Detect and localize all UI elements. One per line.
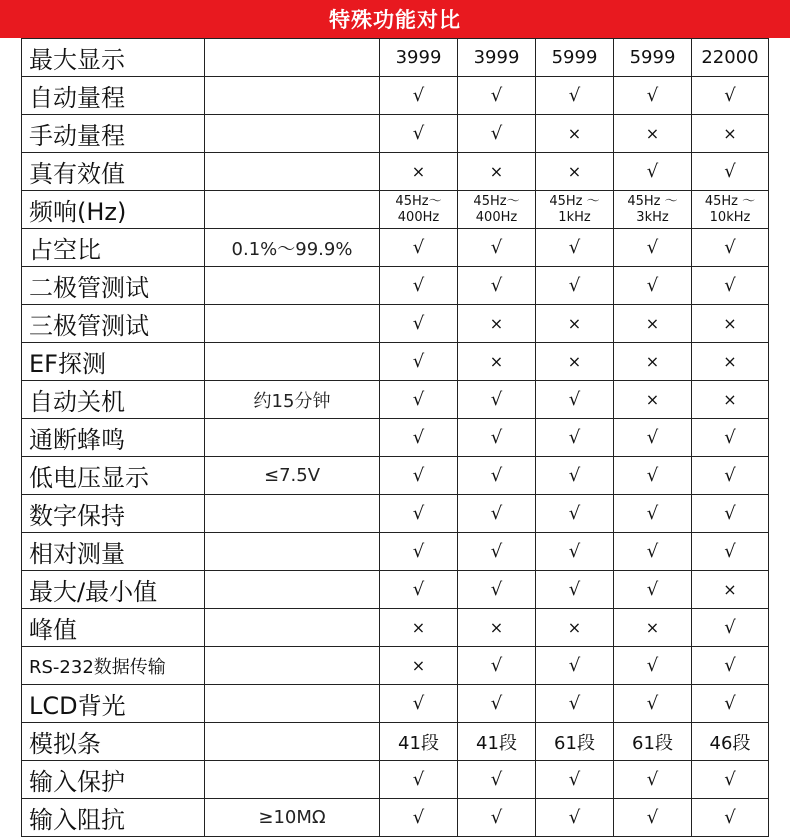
frequency-value-line: 45Hz～ (395, 193, 442, 209)
check-mark: √ (614, 153, 692, 191)
feature-label: 占空比 (22, 229, 205, 267)
cross-mark: × (536, 153, 614, 191)
feature-label: 相对测量 (22, 533, 205, 571)
feature-note: 约15分钟 (205, 381, 380, 419)
feature-note (205, 77, 380, 115)
feature-note (205, 39, 380, 77)
check-mark: √ (458, 495, 536, 533)
table-row (22, 533, 769, 571)
check-mark: √ (458, 77, 536, 115)
feature-label: 频响(Hz) (22, 191, 205, 229)
feature-label: 三极管测试 (22, 305, 205, 343)
check-mark: √ (380, 495, 458, 533)
check-mark: √ (380, 457, 458, 495)
feature-note (205, 685, 380, 723)
check-mark: √ (458, 571, 536, 609)
check-mark: √ (536, 77, 614, 115)
feature-note (205, 609, 380, 647)
table-row (22, 761, 769, 799)
feature-note (205, 343, 380, 381)
feature-note: ≤7.5V (205, 457, 380, 495)
feature-note (205, 267, 380, 305)
table-row (22, 495, 769, 533)
check-mark: √ (380, 799, 458, 837)
feature-note (205, 571, 380, 609)
check-mark: √ (536, 533, 614, 571)
check-mark: √ (614, 419, 692, 457)
check-mark: √ (458, 647, 536, 685)
check-mark: √ (536, 381, 614, 419)
feature-note (205, 647, 380, 685)
feature-label: 通断蜂鸣 (22, 419, 205, 457)
feature-note (205, 761, 380, 799)
check-mark: √ (692, 685, 769, 723)
cross-mark: × (692, 115, 769, 153)
check-mark: √ (614, 267, 692, 305)
cross-mark: × (614, 343, 692, 381)
check-mark: √ (536, 229, 614, 267)
check-mark: √ (536, 647, 614, 685)
check-mark: √ (614, 457, 692, 495)
frequency-value-line: 45Hz ～ (704, 193, 756, 209)
table-row (22, 799, 769, 837)
table-row (22, 229, 769, 267)
feature-note (205, 495, 380, 533)
feature-label: RS-232数据传输 (22, 647, 205, 685)
check-mark: √ (380, 229, 458, 267)
table-row (22, 77, 769, 115)
feature-note (205, 533, 380, 571)
value-cell: 5999 (614, 39, 692, 77)
value-cell: 46段 (692, 723, 769, 761)
table-row (22, 723, 769, 761)
cross-mark: × (692, 381, 769, 419)
table-row (22, 153, 769, 191)
feature-label: LCD背光 (22, 685, 205, 723)
check-mark: √ (692, 229, 769, 267)
check-mark: √ (380, 571, 458, 609)
table-row (22, 381, 769, 419)
check-mark: √ (692, 761, 769, 799)
feature-note (205, 153, 380, 191)
check-mark: √ (692, 609, 769, 647)
cross-mark: × (536, 343, 614, 381)
frequency-value-cell (692, 191, 769, 229)
cross-mark: × (692, 305, 769, 343)
check-mark: √ (458, 685, 536, 723)
check-mark: √ (458, 115, 536, 153)
table-row (22, 267, 769, 305)
value-cell: 22000 (692, 39, 769, 77)
value-cell: 41段 (458, 723, 536, 761)
feature-note (205, 115, 380, 153)
check-mark: √ (692, 77, 769, 115)
check-mark: √ (458, 267, 536, 305)
value-cell: 5999 (536, 39, 614, 77)
table-row (22, 115, 769, 153)
value-cell: 61段 (614, 723, 692, 761)
value-cell: 3999 (458, 39, 536, 77)
frequency-value-cell (380, 191, 458, 229)
feature-label: 自动关机 (22, 381, 205, 419)
check-mark: √ (692, 419, 769, 457)
check-mark: √ (380, 305, 458, 343)
feature-note (205, 419, 380, 457)
feature-label: 模拟条 (22, 723, 205, 761)
cross-mark: × (458, 305, 536, 343)
check-mark: √ (458, 799, 536, 837)
check-mark: √ (614, 685, 692, 723)
table-row (22, 685, 769, 723)
value-cell: 61段 (536, 723, 614, 761)
check-mark: √ (458, 533, 536, 571)
check-mark: √ (536, 457, 614, 495)
feature-label: 真有效值 (22, 153, 205, 191)
cross-mark: × (380, 609, 458, 647)
table-row (22, 457, 769, 495)
check-mark: √ (380, 761, 458, 799)
feature-label: 最大显示 (22, 39, 205, 77)
check-mark: √ (614, 229, 692, 267)
check-mark: √ (614, 495, 692, 533)
cross-mark: × (614, 609, 692, 647)
check-mark: √ (380, 267, 458, 305)
feature-label: 峰值 (22, 609, 205, 647)
feature-label: EF探测 (22, 343, 205, 381)
check-mark: √ (536, 799, 614, 837)
frequency-value-line: 400Hz (475, 209, 518, 225)
feature-label: 最大/最小值 (22, 571, 205, 609)
feature-label: 自动量程 (22, 77, 205, 115)
check-mark: √ (536, 495, 614, 533)
check-mark: √ (380, 381, 458, 419)
frequency-value-cell (614, 191, 692, 229)
feature-label: 手动量程 (22, 115, 205, 153)
feature-label: 输入阻抗 (22, 799, 205, 837)
feature-comparison-table (21, 38, 769, 837)
table-row (22, 305, 769, 343)
comparison-table-wrapper (21, 38, 768, 838)
feature-label: 数字保持 (22, 495, 205, 533)
table-row (22, 39, 769, 77)
feature-note (205, 723, 380, 761)
cross-mark: × (380, 153, 458, 191)
check-mark: √ (692, 533, 769, 571)
cross-mark: × (536, 115, 614, 153)
table-body (22, 39, 769, 837)
frequency-value-cell (536, 191, 614, 229)
check-mark: √ (380, 115, 458, 153)
check-mark: √ (692, 799, 769, 837)
cross-mark: × (614, 381, 692, 419)
frequency-value-line: 45Hz ～ (549, 193, 600, 209)
check-mark: √ (380, 77, 458, 115)
table-row (22, 609, 769, 647)
cross-mark: × (458, 153, 536, 191)
check-mark: √ (692, 153, 769, 191)
feature-note (205, 305, 380, 343)
frequency-value-line: 3kHz (636, 209, 669, 225)
check-mark: √ (380, 419, 458, 457)
check-mark: √ (458, 419, 536, 457)
check-mark: √ (692, 457, 769, 495)
check-mark: √ (536, 685, 614, 723)
check-mark: √ (692, 647, 769, 685)
feature-label: 二极管测试 (22, 267, 205, 305)
check-mark: √ (692, 495, 769, 533)
feature-label: 低电压显示 (22, 457, 205, 495)
check-mark: √ (536, 571, 614, 609)
check-mark: √ (458, 381, 536, 419)
check-mark: √ (614, 761, 692, 799)
check-mark: √ (458, 761, 536, 799)
check-mark: √ (614, 533, 692, 571)
table-row (22, 647, 769, 685)
check-mark: √ (458, 229, 536, 267)
check-mark: √ (614, 571, 692, 609)
table-row (22, 419, 769, 457)
table-row (22, 571, 769, 609)
feature-note (205, 191, 380, 229)
table-row (22, 343, 769, 381)
cross-mark: × (614, 305, 692, 343)
cross-mark: × (536, 609, 614, 647)
frequency-value-line: 45Hz ～ (627, 193, 678, 209)
cross-mark: × (536, 305, 614, 343)
table-row (22, 191, 769, 229)
feature-note: 0.1%～99.9% (205, 229, 380, 267)
check-mark: √ (614, 799, 692, 837)
cross-mark: × (458, 343, 536, 381)
cross-mark: × (380, 647, 458, 685)
frequency-value-line: 45Hz～ (473, 193, 520, 209)
cross-mark: × (692, 343, 769, 381)
check-mark: √ (536, 761, 614, 799)
check-mark: √ (536, 419, 614, 457)
frequency-value-cell (458, 191, 536, 229)
value-cell: 41段 (380, 723, 458, 761)
check-mark: √ (380, 343, 458, 381)
check-mark: √ (614, 77, 692, 115)
frequency-value-line: 400Hz (397, 209, 440, 225)
check-mark: √ (536, 267, 614, 305)
frequency-value-line: 1kHz (558, 209, 591, 225)
cross-mark: × (614, 115, 692, 153)
check-mark: √ (614, 647, 692, 685)
check-mark: √ (380, 533, 458, 571)
check-mark: √ (692, 267, 769, 305)
frequency-value-line: 10kHz (709, 209, 751, 225)
check-mark: √ (458, 457, 536, 495)
feature-note: ≥10MΩ (205, 799, 380, 837)
feature-label: 输入保护 (22, 761, 205, 799)
page-title: 特殊功能对比 (0, 0, 790, 38)
value-cell: 3999 (380, 39, 458, 77)
cross-mark: × (458, 609, 536, 647)
check-mark: √ (380, 685, 458, 723)
cross-mark: × (692, 571, 769, 609)
